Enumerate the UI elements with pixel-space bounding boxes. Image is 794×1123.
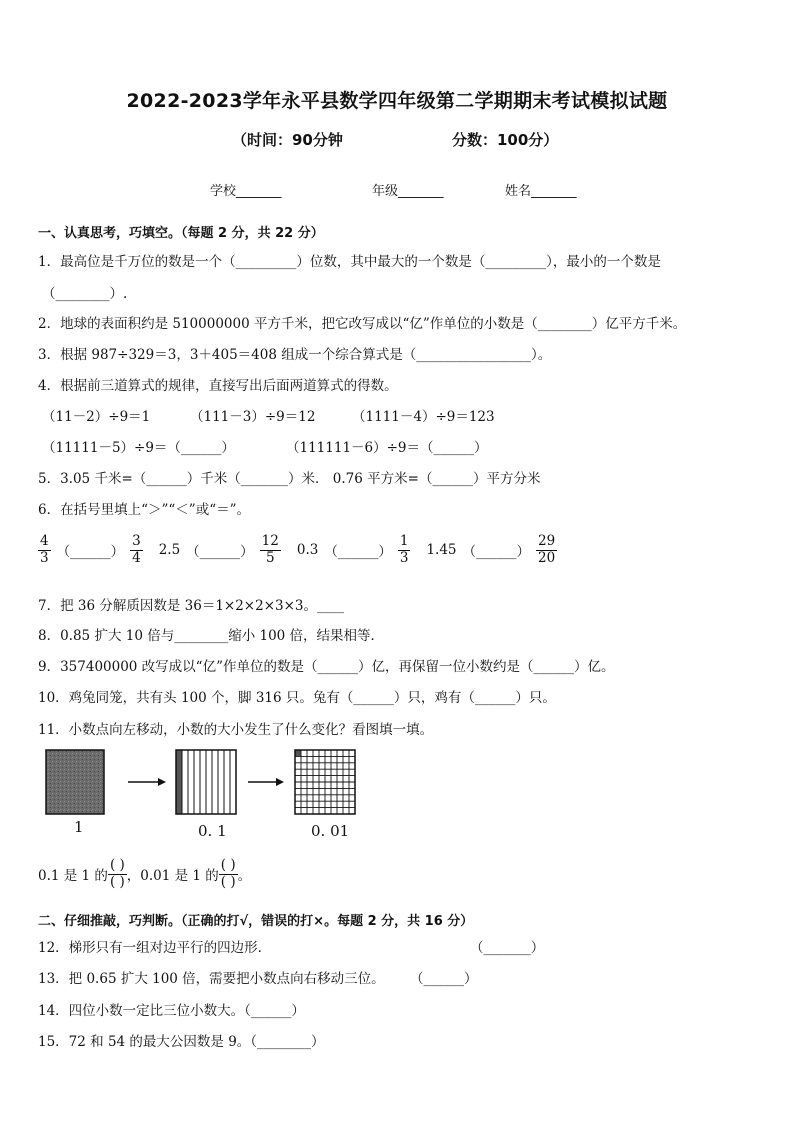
fraction-12-5: $\frac{12}{5}$	[261, 533, 279, 566]
question-10: 10．鸡兔同笼，共有头 100 个，脚 316 只。兔有（______）只，鸡有（______）只。	[38, 690, 556, 706]
fraction-4-3: $\frac{4}{3}$	[40, 533, 49, 566]
compare-blank: （______）	[186, 544, 254, 561]
q11-fill-text-c: 。	[237, 868, 252, 885]
compare-blank: （______）	[56, 544, 125, 561]
value-0-3: 0.3	[296, 542, 319, 559]
q4-expr-4: （11111－5）÷9＝（______）	[42, 440, 235, 456]
grade-field: 年级_______	[372, 184, 444, 199]
figure-label-0-01: 0. 01	[311, 822, 350, 840]
q4-expr-2: （111－3）÷9＝12	[190, 409, 316, 425]
fraction-1-3: $\frac{1}{3}$	[399, 533, 409, 566]
q11-fill-text-b: ，0.01 是 1 的	[126, 868, 219, 885]
value-2-5: 2.5	[158, 542, 181, 559]
question-15: 15．72 和 54 的最大公因数是 9。（________）	[38, 1034, 325, 1050]
value-1-45: 1.45	[426, 542, 457, 559]
compare-blank: （______）	[462, 544, 530, 561]
question-9: 9．357400000 改写成以“亿”作单位的数是（______）亿，再保留一位小数约是（______）亿。	[38, 659, 615, 675]
exam-time: （时间：90分钟	[232, 131, 343, 149]
fraction-29-20: $\frac{29}{20}$	[538, 533, 556, 566]
q4-expr-1: （11－2）÷9＝1	[42, 409, 151, 425]
question-8: 8．0.85 扩大 10 倍与________缩小 100 倍，结果相等．	[38, 628, 385, 644]
hundredths-square	[295, 750, 355, 814]
fraction-3-4: $\frac{3}{4}$	[132, 533, 141, 566]
full-square-shaded	[46, 750, 104, 814]
question-1-cont: （________）.	[42, 286, 128, 302]
figure-label-0-1: 0. 1	[198, 822, 227, 840]
question-7: 7．把 36 分解质因数是 36＝1×2×2×3×3。____	[38, 598, 345, 614]
section-1-title: 一、认真思考，巧填空。（每题 2 分，共 22 分）	[38, 226, 324, 241]
tenths-square	[176, 750, 236, 814]
question-12: 12．梯形只有一组对边平行的四边形．	[38, 940, 272, 956]
name-field: 姓名_______	[505, 184, 577, 199]
q12-answer-blank: （_______）	[470, 940, 545, 956]
fraction-blank: $\frac{( )}{( )}$	[109, 857, 125, 890]
question-1: 1．最高位是千万位的数是一个（_________）位数，其中最大的一个数是（_________），最小的一个数是	[38, 254, 661, 270]
question-11: 11．小数点向左移动，小数的大小发生了什么变化？看图填一填。	[38, 722, 434, 738]
q4-expr-3: （1111－4）÷9＝123	[352, 409, 495, 425]
question-3: 3．根据 987÷329＝3，3＋405＝408 组成一个综合算式是（_________________）。	[38, 347, 552, 363]
question-6: 6．在括号里填上“＞”“＜”或“＝”。	[38, 502, 250, 518]
section-2-title: 二、仔细推敲，巧判断。（正确的打√，错误的打×。每题 2 分，共 16 分）	[38, 914, 474, 929]
q6-comparison-row	[38, 534, 557, 566]
figure-label-1: 1	[74, 818, 84, 836]
question-2: 2．地球的表面积约是 510000000 平方千米，把它改写成以“亿”作单位的小数是（________）亿平方千米。	[38, 316, 687, 332]
q11-fill-text-a: 0.1 是 1 的	[38, 868, 108, 885]
school-field: 学校_______	[210, 184, 282, 199]
question-14: 14．四位小数一定比三位小数大。（______）	[38, 1003, 305, 1019]
exam-score: 分数：100分）	[452, 131, 559, 149]
fraction-blank: $\frac{( )}{( )}$	[220, 857, 236, 890]
arrow-icon	[128, 778, 166, 786]
question-4: 4．根据前三道算式的规律，直接写出后面两道算式的得数。	[38, 378, 398, 394]
q11-fill-row	[38, 858, 251, 890]
q13-answer-blank: （______）	[410, 971, 478, 987]
question-5: 5．3.05 千米=（______）千米（_______）米． 0.76 平方米=（______）平方分米	[38, 471, 541, 487]
q4-expr-5: （111111－6）÷9＝（______）	[286, 440, 488, 456]
arrow-icon	[248, 778, 284, 786]
compare-blank: （______）	[324, 544, 392, 561]
question-13: 13．把 0.65 扩大 100 倍，需要把小数点向右移动三位。	[38, 971, 385, 987]
exam-title: 2022-2023学年永平县数学四年级第二学期期末考试模拟试题	[126, 90, 668, 112]
